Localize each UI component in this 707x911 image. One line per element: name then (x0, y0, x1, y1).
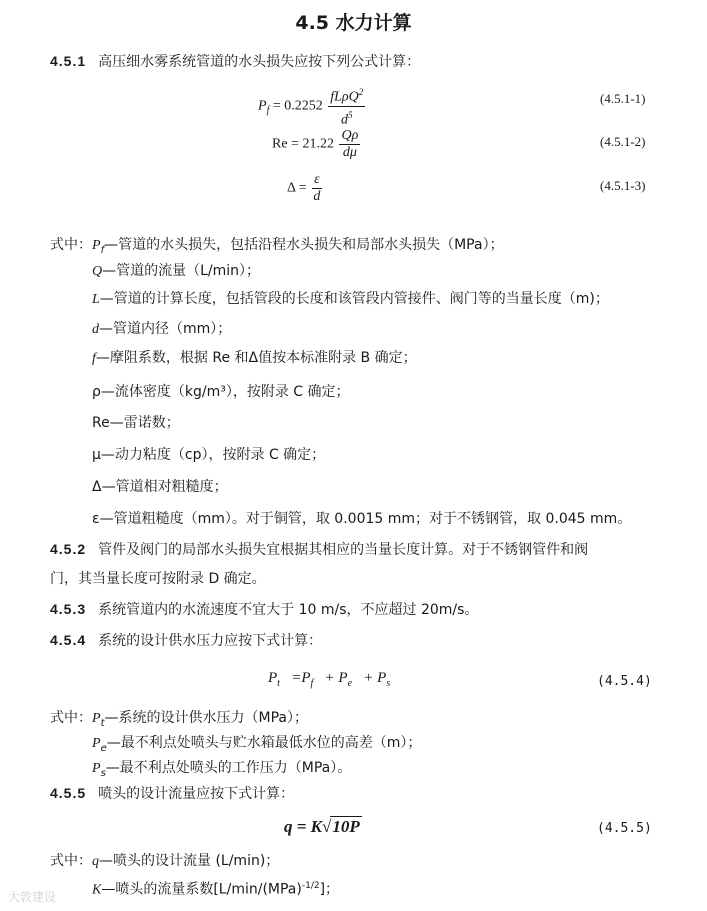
clause-4-5-1 (50, 52, 420, 71)
definition-item: f—摩阻系数，根据 Re 和Δ值按本标准附录 B 确定； (92, 350, 417, 366)
eq-lhs: Δ = (287, 180, 307, 196)
eq-lhs: Re = 21.22 (272, 136, 334, 152)
clause-4-5-5 (50, 784, 294, 803)
definition-item: Q—管道的流量（L/min）； (92, 263, 261, 279)
definition-item: Δ—管道相对粗糙度； (92, 479, 228, 495)
clause-4-5-4 (50, 631, 322, 650)
definition-item: $P_f—$管道的水头损失，包括沿程水头损失和局部水头损失（MPa）； (92, 237, 504, 256)
definition-item: ε—管道粗糙度（mm）。对于铜管，取 0.0015 mm；对于不锈钢管，取 0.045 mm。 (92, 511, 632, 527)
definition-item: $P_e—$最不利点处喷头与贮水箱最低水位的高差（m）； (92, 735, 422, 754)
definition-item: ρ—流体密度（kg/m³），按附录 C 确定； (92, 384, 350, 400)
eq-numerator: ε (314, 172, 320, 187)
equation-number: (4.5.1-2) (600, 134, 646, 149)
clause-text: 系统管道内的水流速度不宜大于 10 m/s，不应超过 20m/s。 (98, 602, 479, 618)
clause-number: 4.5.5 (50, 785, 87, 801)
clause-4-5-3 (50, 600, 478, 619)
equation-number: (4.5.1-1) (600, 91, 646, 106)
equation-4-5-1-2 (272, 128, 360, 161)
where-label: 式中： (50, 710, 92, 726)
eq-numerator-sup: 2 (358, 87, 364, 97)
definition-item: $P_s—$最不利点处喷头的工作压力（MPa）。 (92, 760, 352, 779)
where-label: 式中： (50, 853, 92, 869)
clause-number: 4.5.1 (50, 53, 87, 69)
eq-numerator: fLρQ (330, 89, 359, 105)
definition-item: q—喷头的设计流量 (L/min)； (92, 853, 280, 869)
equation-number: (4.5.5) (597, 821, 652, 836)
equation-number: (4.5.4) (597, 674, 652, 689)
equation-4-5-1-1 (258, 84, 365, 128)
definition-item: μ—动力粘度（cp），按附录 C 确定； (92, 447, 326, 463)
eq-numerator: Qρ (341, 128, 359, 143)
clause-4-5-2 (50, 540, 588, 559)
equation-number: (4.5.1-3) (600, 178, 646, 193)
section-title: 4.5 水力计算 (295, 12, 412, 34)
equation-4-5-1-3 (287, 172, 322, 205)
eq-fraction (339, 128, 360, 161)
definition-item: $P_t—$系统的设计供水压力（MPa）； (92, 710, 308, 729)
eq-fraction (312, 172, 322, 205)
clause-text: 系统的设计供水压力应按下式计算： (98, 633, 323, 649)
equation-4-5-5: q = K√10P (284, 817, 360, 836)
eq-fraction (328, 84, 365, 128)
eq-denominator: dμ (342, 145, 357, 160)
equation-4-5-4: $P_t$ $=P_f$ + $P_e$ + $P_s$ (268, 670, 391, 689)
clause-number: 4.5.4 (50, 632, 87, 648)
definition-item: K—喷头的流量系数[L/min/(MPa)$^{-1/2}$]； (92, 881, 340, 898)
watermark: 大敦建设 (8, 890, 57, 904)
clause-number: 4.5.3 (50, 601, 87, 617)
clause-number: 4.5.2 (50, 541, 87, 557)
clause-text: 喷头的设计流量应按下式计算： (98, 786, 295, 802)
eq-denominator-sup: 5 (348, 109, 353, 120)
eq-coefficient: = 0.2252 (272, 98, 323, 114)
definition-item: L—管道的计算长度，包括管段的长度和该管段内管接件、阀门等的当量长度（m)； (92, 291, 609, 307)
clause-text-continued: 门，其当量长度可按附录 D 确定。 (50, 571, 266, 587)
definition-item: d—管道内径（mm）； (92, 321, 232, 337)
eq-symbol: P (258, 98, 267, 114)
eq-denominator: d (313, 189, 321, 204)
definition-item: Re—雷诺数； (92, 415, 180, 431)
eq-denominator: d (341, 112, 348, 128)
eq-subscript: f (266, 105, 270, 117)
clause-text: 管件及阀门的局部水头损失宜根据其相应的当量长度计算。对于不锈钢管件和阀 (98, 542, 589, 558)
where-label: 式中： (50, 237, 92, 253)
clause-text: 高压细水雾系统管道的水头损失应按下列公式计算： (98, 54, 421, 70)
